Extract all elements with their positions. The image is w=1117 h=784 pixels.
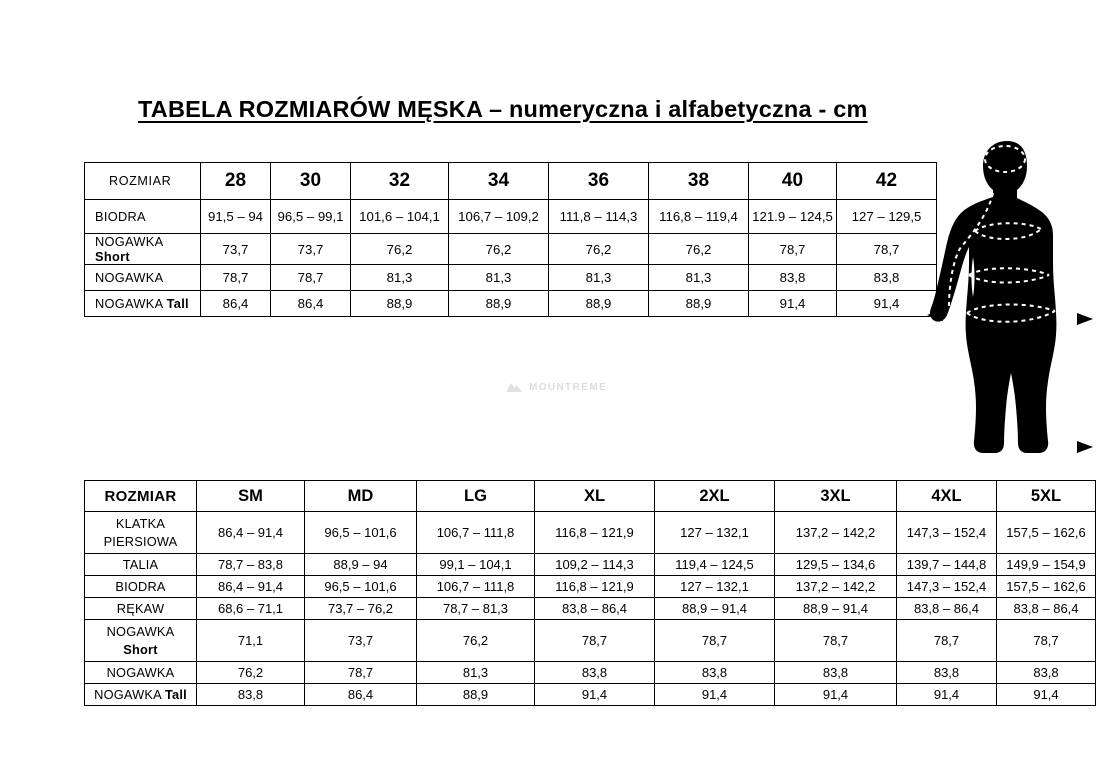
cell: 96,5 – 99,1 <box>271 200 351 234</box>
cell: 86,4 <box>305 684 417 706</box>
cell: 91,5 – 94 <box>201 200 271 234</box>
table-row <box>85 620 1096 662</box>
cell: 116,8 – 119,4 <box>649 200 749 234</box>
numeric-row-label-nogawka-tall: NOGAWKA Tall <box>85 291 201 317</box>
cell: 78,7 <box>271 265 351 291</box>
cell: 137,2 – 142,2 <box>775 576 897 598</box>
table-header-row <box>85 163 937 200</box>
cell: 88,9 <box>417 684 535 706</box>
cell: 96,5 – 101,6 <box>305 512 417 554</box>
cell: 76,2 <box>417 620 535 662</box>
cell: 109,2 – 114,3 <box>535 554 655 576</box>
body-silhouette-icon <box>915 135 1105 465</box>
cell: 83,8 <box>775 662 897 684</box>
table-row <box>85 512 1096 554</box>
cell: 127 – 132,1 <box>655 512 775 554</box>
alpha-row-label-nogawka: NOGAWKA <box>85 662 197 684</box>
cell: 71,1 <box>197 620 305 662</box>
cell: 127 – 132,1 <box>655 576 775 598</box>
cell: 86,4 – 91,4 <box>197 576 305 598</box>
table-row <box>85 576 1096 598</box>
cell: 78,7 <box>775 620 897 662</box>
alpha-size-table <box>84 480 1096 706</box>
cell: 119,4 – 124,5 <box>655 554 775 576</box>
cell: 139,7 – 144,8 <box>897 554 997 576</box>
table-row <box>85 598 1096 620</box>
table-row <box>85 684 1096 706</box>
alpha-row-label-rekaw: RĘKAW <box>85 598 197 620</box>
cell: 111,8 – 114,3 <box>549 200 649 234</box>
cell: 127 – 129,5 <box>837 200 937 234</box>
cell: 73,7 – 76,2 <box>305 598 417 620</box>
cell: 106,7 – 111,8 <box>417 512 535 554</box>
cell: 88,9 <box>351 291 449 317</box>
cell: 78,7 – 81,3 <box>417 598 535 620</box>
cell: 78,7 <box>897 620 997 662</box>
cell: 73,7 <box>201 234 271 265</box>
cell: 129,5 – 134,6 <box>775 554 897 576</box>
cell: 101,6 – 104,1 <box>351 200 449 234</box>
cell: 86,4 – 91,4 <box>197 512 305 554</box>
numeric-row-label-biodra: BIODRA <box>85 200 201 234</box>
alpha-row-label-klatka-piersiowa: KLATKA PIERSIOWA <box>85 512 197 554</box>
cell: 78,7 <box>201 265 271 291</box>
cell: 91,4 <box>749 291 837 317</box>
cell: 91,4 <box>655 684 775 706</box>
cell: 88,9 – 94 <box>305 554 417 576</box>
cell: 76,2 <box>549 234 649 265</box>
cell: 76,2 <box>649 234 749 265</box>
cell: 76,2 <box>351 234 449 265</box>
alpha-header-size-2xl: 2XL <box>655 481 775 512</box>
cell: 91,4 <box>997 684 1096 706</box>
alpha-header-size-5xl: 5XL <box>997 481 1096 512</box>
cell: 78,7 <box>837 234 937 265</box>
alpha-header-size-sm: SM <box>197 481 305 512</box>
cell: 81,3 <box>351 265 449 291</box>
table-row <box>85 662 1096 684</box>
male-body-measurement-figure <box>915 135 1105 465</box>
cell: 83,8 <box>749 265 837 291</box>
cell: 106,7 – 109,2 <box>449 200 549 234</box>
table-row <box>85 291 937 317</box>
cell: 73,7 <box>271 234 351 265</box>
cell: 83,8 – 86,4 <box>897 598 997 620</box>
cell: 116,8 – 121,9 <box>535 512 655 554</box>
numeric-size-table <box>84 162 937 317</box>
watermark <box>505 381 607 393</box>
cell: 78,7 <box>997 620 1096 662</box>
cell: 81,3 <box>449 265 549 291</box>
cell: 157,5 – 162,6 <box>997 512 1096 554</box>
numeric-header-size-42: 42 <box>837 163 937 200</box>
numeric-header-size-36: 36 <box>549 163 649 200</box>
alpha-header-size-4xl: 4XL <box>897 481 997 512</box>
table-row <box>85 234 937 265</box>
cell: 83,8 <box>197 684 305 706</box>
table-header-row <box>85 481 1096 512</box>
cell: 68,6 – 71,1 <box>197 598 305 620</box>
cell: 91,4 <box>775 684 897 706</box>
cell: 147,3 – 152,4 <box>897 512 997 554</box>
cell: 81,3 <box>549 265 649 291</box>
table-row <box>85 265 937 291</box>
alpha-header-size-md: MD <box>305 481 417 512</box>
alpha-header-size-3xl: 3XL <box>775 481 897 512</box>
cell: 86,4 <box>271 291 351 317</box>
cell: 83,8 <box>897 662 997 684</box>
page-title: TABELA ROZMIARÓW MĘSKA – numeryczna i alfabetyczna - cm <box>138 96 868 122</box>
cell: 157,5 – 162,6 <box>997 576 1096 598</box>
cell: 83,8 – 86,4 <box>535 598 655 620</box>
table-row <box>85 554 1096 576</box>
cell: 96,5 – 101,6 <box>305 576 417 598</box>
cell: 76,2 <box>449 234 549 265</box>
cell: 83,8 – 86,4 <box>997 598 1096 620</box>
table-row <box>85 200 937 234</box>
cell: 78,7 <box>305 662 417 684</box>
alpha-row-label-talia: TALIA <box>85 554 197 576</box>
cell: 88,9 <box>549 291 649 317</box>
numeric-header-size-40: 40 <box>749 163 837 200</box>
cell: 83,8 <box>837 265 937 291</box>
cell: 137,2 – 142,2 <box>775 512 897 554</box>
numeric-header-size-32: 32 <box>351 163 449 200</box>
cell: 91,4 <box>897 684 997 706</box>
cell: 88,9 – 91,4 <box>655 598 775 620</box>
numeric-header-size-38: 38 <box>649 163 749 200</box>
numeric-header-size-30: 30 <box>271 163 351 200</box>
cell: 149,9 – 154,9 <box>997 554 1096 576</box>
cell: 91,4 <box>535 684 655 706</box>
alpha-row-label-nogawka-tall: NOGAWKA Tall <box>85 684 197 706</box>
alpha-row-label-biodra: BIODRA <box>85 576 197 598</box>
numeric-row-label-nogawka: NOGAWKA <box>85 265 201 291</box>
cell: 121.9 – 124,5 <box>749 200 837 234</box>
cell: 91,4 <box>837 291 937 317</box>
cell: 81,3 <box>417 662 535 684</box>
cell: 116,8 – 121,9 <box>535 576 655 598</box>
alpha-header-size-lg: LG <box>417 481 535 512</box>
cell: 78,7 – 83,8 <box>197 554 305 576</box>
cell: 88,9 <box>449 291 549 317</box>
numeric-header-size-28: 28 <box>201 163 271 200</box>
cell: 78,7 <box>655 620 775 662</box>
cell: 83,8 <box>997 662 1096 684</box>
numeric-row-label-nogawka-short: NOGAWKA Short <box>85 234 201 265</box>
cell: 88,9 <box>649 291 749 317</box>
cell: 86,4 <box>201 291 271 317</box>
cell: 147,3 – 152,4 <box>897 576 997 598</box>
numeric-header-size-34: 34 <box>449 163 549 200</box>
cell: 76,2 <box>197 662 305 684</box>
mountain-icon <box>505 381 523 393</box>
alpha-header-label: ROZMIAR <box>85 481 197 512</box>
cell: 78,7 <box>535 620 655 662</box>
cell: 73,7 <box>305 620 417 662</box>
alpha-header-size-xl: XL <box>535 481 655 512</box>
watermark-text: MOUNTREME <box>529 381 608 393</box>
numeric-header-label: ROZMIAR <box>85 163 201 200</box>
cell: 83,8 <box>655 662 775 684</box>
cell: 99,1 – 104,1 <box>417 554 535 576</box>
cell: 106,7 – 111,8 <box>417 576 535 598</box>
cell: 81,3 <box>649 265 749 291</box>
cell: 83,8 <box>535 662 655 684</box>
cell: 78,7 <box>749 234 837 265</box>
cell: 88,9 – 91,4 <box>775 598 897 620</box>
alpha-row-label-nogawka-short: NOGAWKA Short <box>85 620 197 662</box>
